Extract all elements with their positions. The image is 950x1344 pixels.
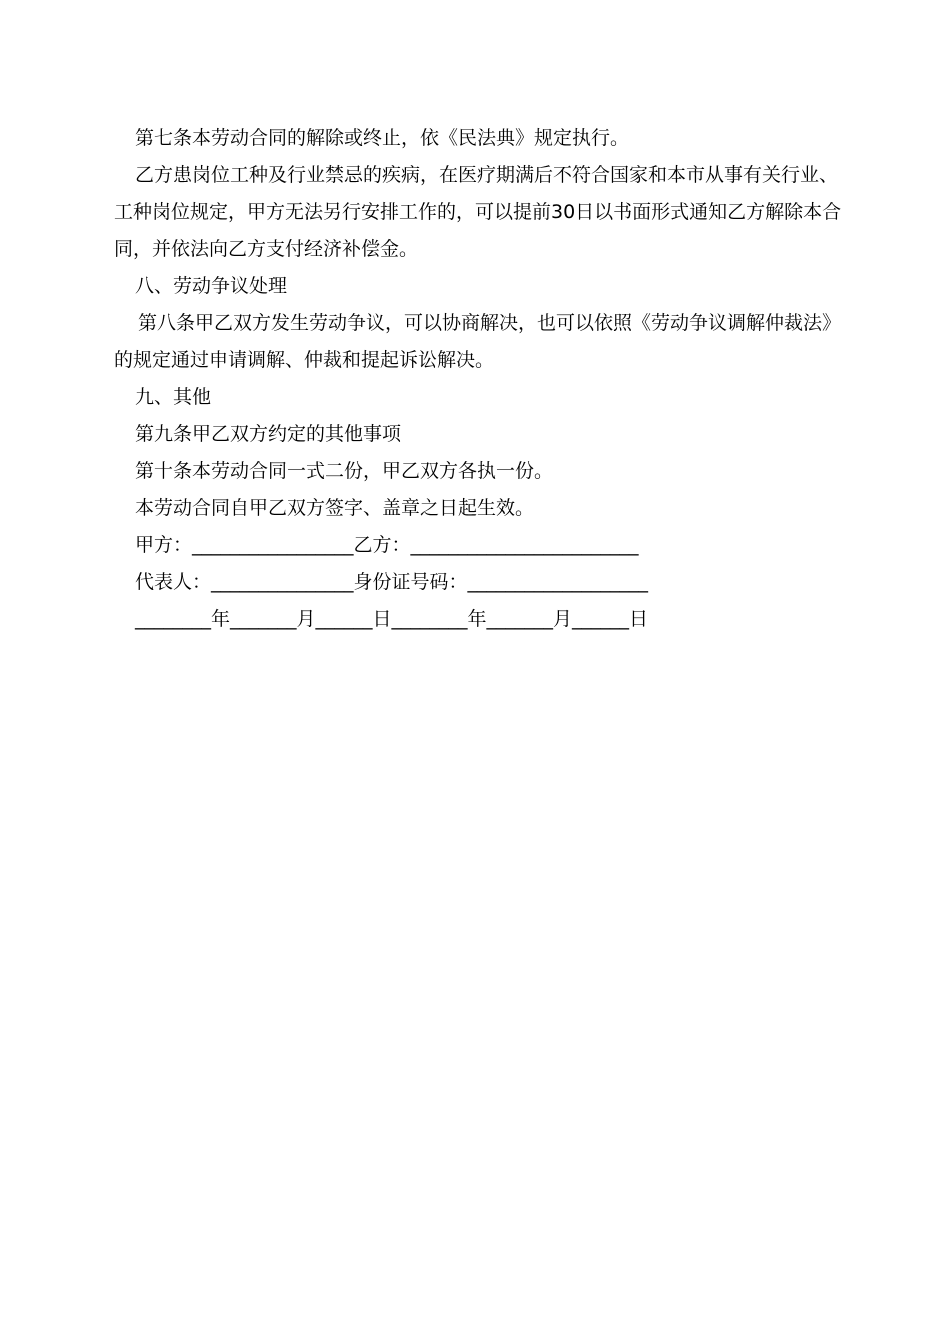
section-8-heading: 八、劳动争议处理 [135,275,288,297]
clause-7-detail: 乙方患岗位工种及行业禁忌的疾病，在医疗期满后不符合国家和本市从事有关行业、工种岗位规定，甲方无法另行安排工作的，可以提前30日以书面形式通知乙方解除本合同，并依法向乙方支付经济补偿金。 [114,164,842,260]
signature-representative-line: 代表人：_______________身份证号码：___________________ [135,571,649,593]
clause-7: 第七条本劳动合同的解除或终止，依《民法典》规定执行。 [135,127,630,149]
document-body [114,120,854,638]
signature-parties-line: 甲方：_________________乙方：________________________ [135,534,639,556]
effective-clause: 本劳动合同自甲乙双方签字、盖章之日起生效。 [135,497,535,519]
section-9-heading: 九、其他 [135,386,212,408]
signature-date-line: ________年_______月______日________年_______月______日 [135,608,649,630]
clause-9: 第九条甲乙双方约定的其他事项 [135,423,402,445]
clause-8: 第八条甲乙双方发生劳动争议，可以协商解决，也可以依照《劳动争议调解仲裁法》的规定通过申请调解、仲裁和提起诉讼解决。 [114,312,842,371]
clause-10: 第十条本劳动合同一式二份，甲乙双方各执一份。 [135,460,554,482]
